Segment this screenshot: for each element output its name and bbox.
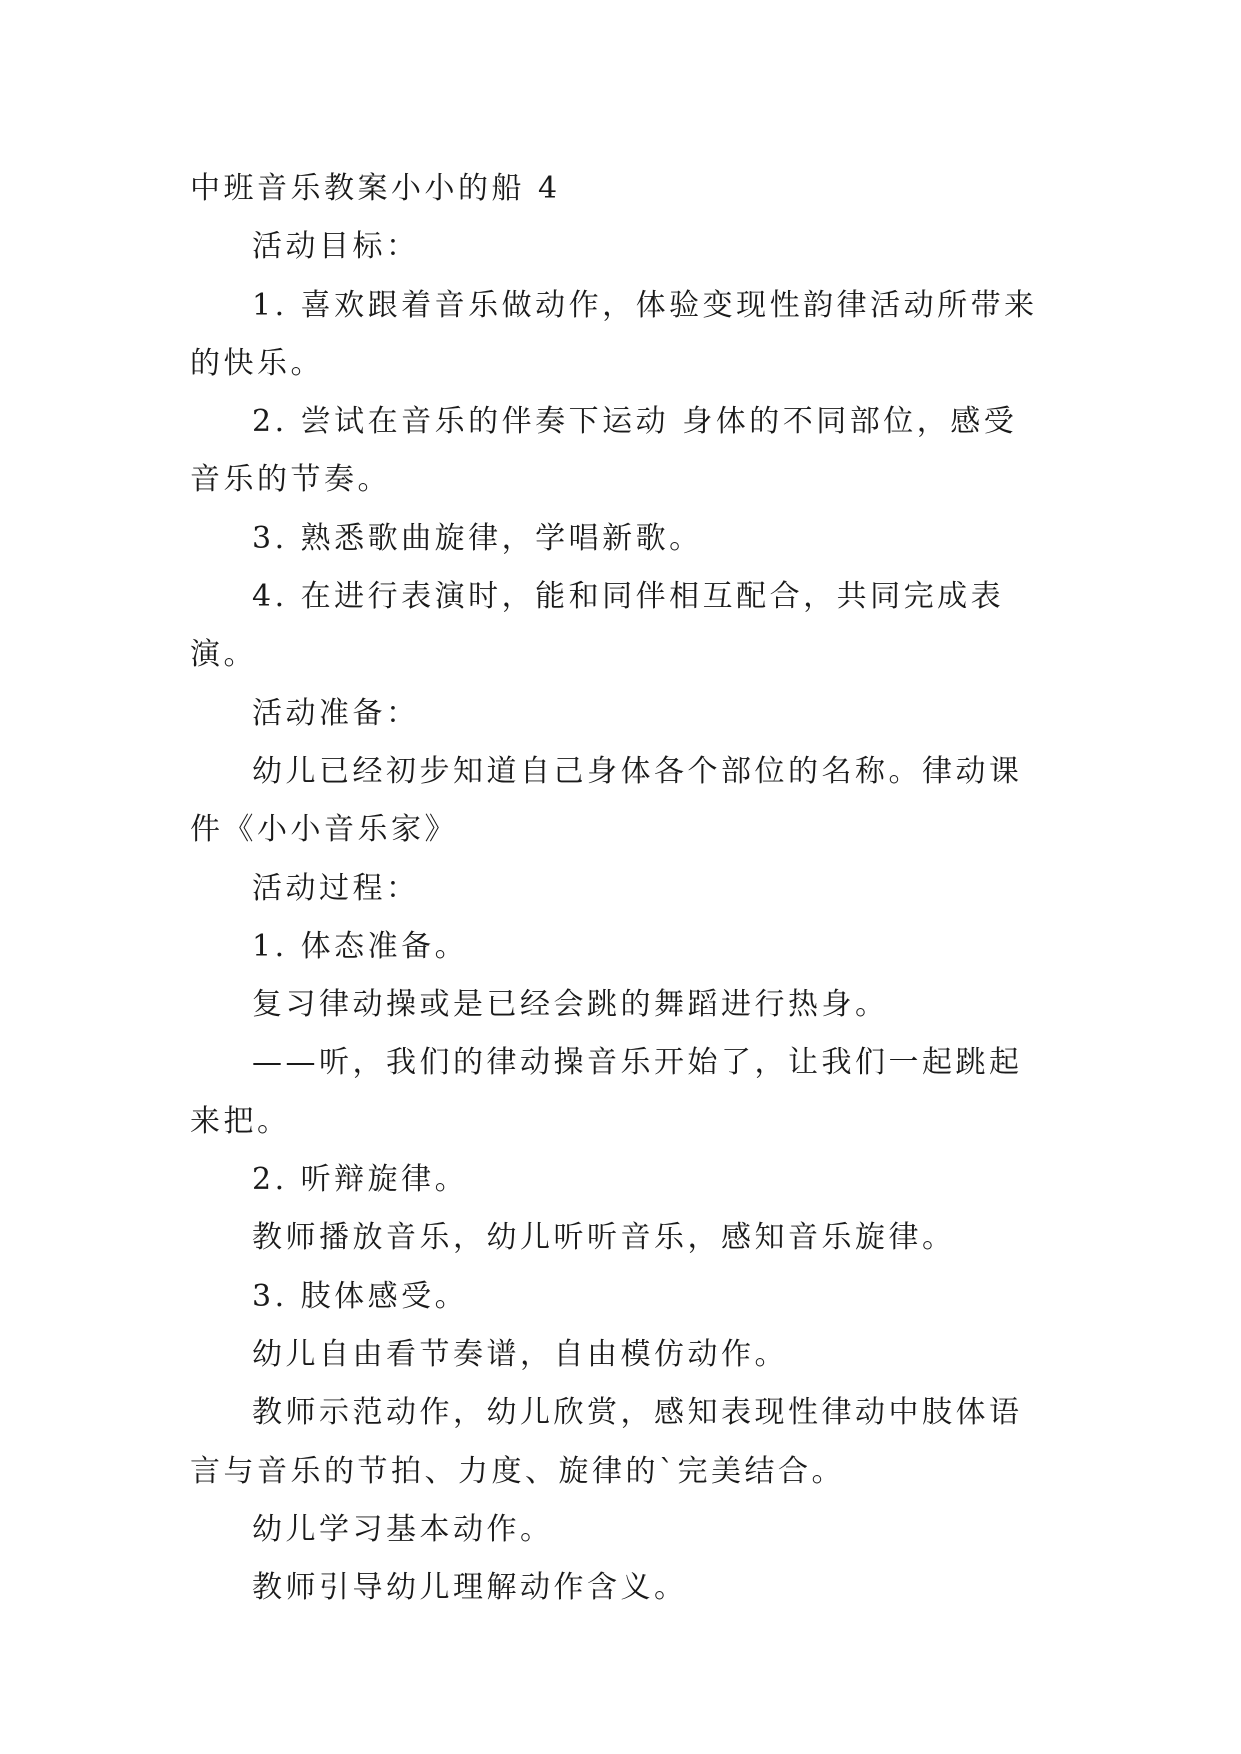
process-step: 3. 肢体感受。 bbox=[252, 1278, 469, 1314]
process-text: 教师示范动作，幼儿欣赏，感知表现性律动中肢体语言与音乐的节拍、力度、旋律的`完美结合。 bbox=[190, 1395, 1023, 1489]
process-text: 幼儿自由看节奏谱，自由模仿动作。 bbox=[252, 1336, 788, 1372]
goal-item: 4. 在进行表演时，能和同伴相互配合，共同完成表演。 bbox=[190, 579, 1005, 673]
goal-item: 3. 熟悉歌曲旋律，学唱新歌。 bbox=[252, 520, 703, 556]
process-text: 教师播放音乐，幼儿听听音乐，感知音乐旋律。 bbox=[252, 1220, 956, 1256]
section-heading-preparation: 活动准备： bbox=[252, 695, 420, 731]
process-text: 复习律动操或是已经会跳的舞蹈进行热身。 bbox=[252, 987, 889, 1023]
section-heading-goals: 活动目标： bbox=[252, 229, 420, 265]
goal-item: 2. 尝试在音乐的伴奏下运动 身体的不同部位，感受音乐的节奏。 bbox=[190, 404, 1018, 498]
process-text: ——听，我们的律动操音乐开始了，让我们一起跳起来把。 bbox=[190, 1045, 1023, 1139]
process-step: 2. 听辩旋律。 bbox=[252, 1162, 469, 1198]
goal-item: 1. 喜欢跟着音乐做动作，体验变现性韵律活动所带来的快乐。 bbox=[190, 287, 1038, 381]
process-text: 幼儿学习基本动作。 bbox=[252, 1511, 554, 1547]
document-title: 中班音乐教案小小的船 4 bbox=[190, 171, 561, 206]
preparation-text: 幼儿已经初步知道自己身体各个部位的名称。律动课件《小小音乐家》 bbox=[190, 753, 1023, 848]
process-step: 1. 体态准备。 bbox=[252, 928, 469, 964]
process-text: 教师引导幼儿理解动作含义。 bbox=[252, 1570, 688, 1606]
document-body bbox=[190, 160, 1048, 1617]
section-heading-process: 活动过程： bbox=[252, 870, 420, 906]
